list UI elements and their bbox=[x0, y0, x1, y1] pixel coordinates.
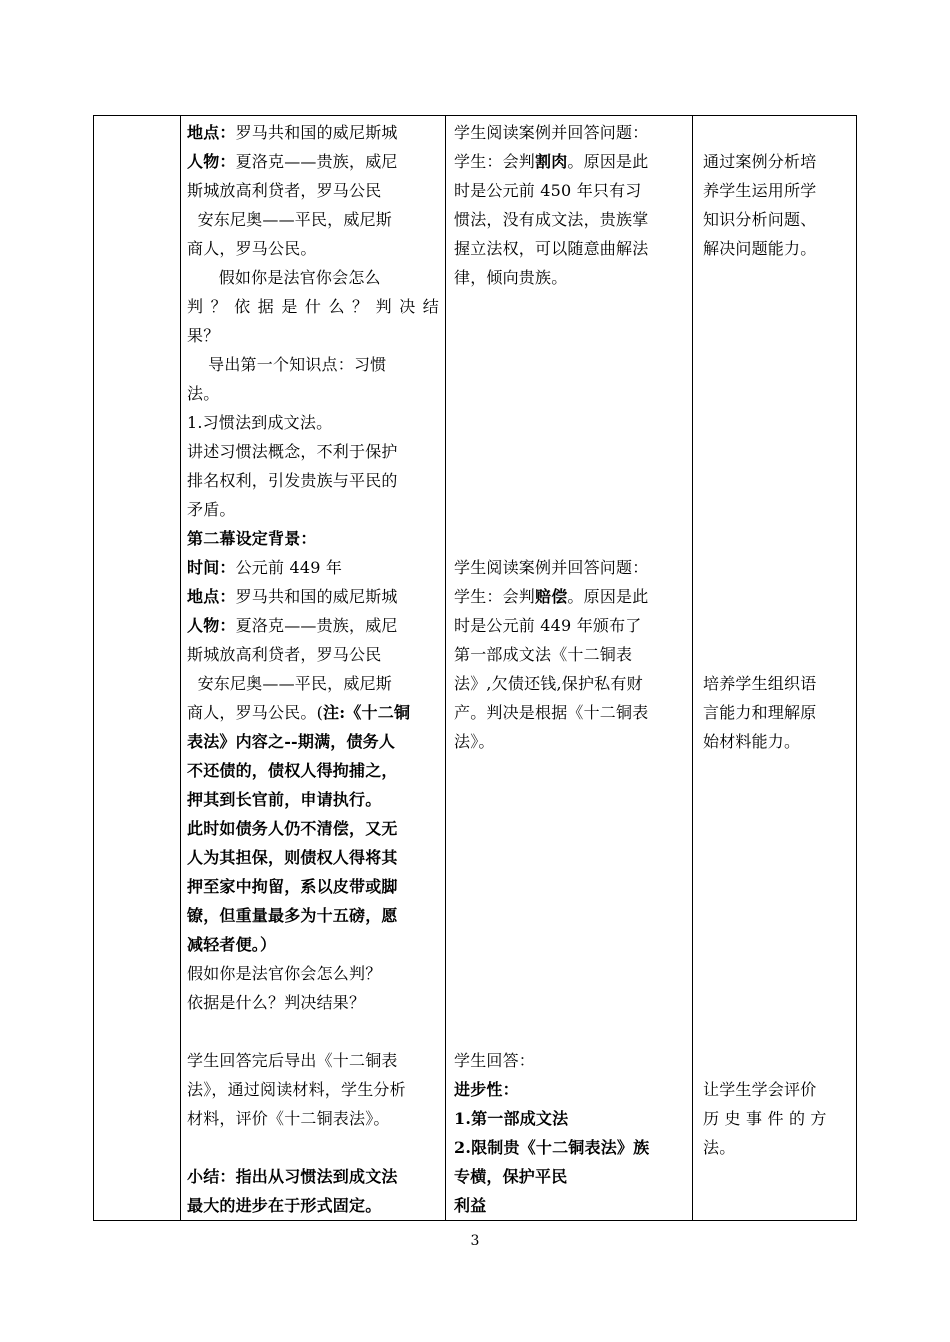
design-intent-cell bbox=[693, 116, 857, 1221]
s3-line-3: 1.第一部成文法 bbox=[454, 1109, 569, 1128]
s3-line-5: 专横，保护平民 bbox=[454, 1167, 568, 1186]
note-line-9: 减轻者便。） bbox=[187, 935, 277, 954]
spacer bbox=[187, 1133, 439, 1162]
teacher-activity-cell bbox=[181, 116, 446, 1221]
explain-line-3: 矛盾。 bbox=[187, 500, 236, 519]
scene2-people-4: 商人，罗马公民。(注:《十二铜 bbox=[187, 703, 411, 722]
s3-line-6: 利益 bbox=[454, 1196, 487, 1215]
scene3-line-1: 学生回答完后导出《十二铜表 bbox=[187, 1051, 398, 1070]
s2-line-1: 学生阅读案例并回答问题： bbox=[454, 558, 649, 577]
s1-line-1: 学生阅读案例并回答问题： bbox=[454, 123, 649, 142]
note-line-7: 押至家中拘留，系以皮带或脚 bbox=[187, 877, 398, 896]
summary-line-2: 最大的进步在于形式固定。 bbox=[187, 1196, 382, 1215]
knowledge-lead-2: 法。 bbox=[187, 384, 220, 403]
s2-line-7: 法》。 bbox=[454, 732, 495, 751]
lesson-plan-table bbox=[93, 115, 857, 1221]
spacer bbox=[187, 1017, 439, 1046]
scene1-question-2: 判？依据是什么？判决结 bbox=[187, 297, 439, 316]
scene2-people-2: 斯城放高利贷者，罗马公民 bbox=[187, 645, 382, 664]
knowledge-point-title: 1.习惯法到成文法。 bbox=[187, 413, 333, 432]
intent3-line-1: 让学生学会评价 bbox=[703, 1080, 817, 1099]
empty-cell bbox=[94, 116, 181, 1221]
intent1-line-2: 养学生运用所学 bbox=[703, 181, 817, 200]
s1-line-6: 律，倾向贵族。 bbox=[454, 268, 568, 287]
intent3-line-2: 历 史 事 件 的 方 bbox=[703, 1109, 827, 1128]
knowledge-lead-1: 导出第一个知识点：习惯 bbox=[187, 355, 387, 374]
explain-line-1: 讲述习惯法概念，不利于保护 bbox=[187, 442, 398, 461]
page-number: 3 bbox=[470, 1233, 480, 1249]
scene2-people-3: 安东尼奥——平民，威尼斯 bbox=[187, 674, 392, 693]
intent1-line-1: 通过案例分析培 bbox=[703, 152, 817, 171]
s1-line-3: 时是公元前 450 年只有习 bbox=[454, 181, 642, 200]
intent2-line-1: 培养学生组织语 bbox=[703, 674, 817, 693]
s2-line-6: 产。判决是根据《十二铜表 bbox=[454, 703, 649, 722]
table-row bbox=[94, 116, 857, 1221]
s1-line-5: 握立法权，可以随意曲解法 bbox=[454, 239, 649, 258]
scene2-place: 地点：罗马共和国的威尼斯城 bbox=[187, 587, 398, 606]
scene1-people-4: 商人，罗马公民。 bbox=[187, 239, 317, 258]
scene1-people-3: 安东尼奥——平民，威尼斯 bbox=[187, 210, 392, 229]
summary-line-1: 小结：指出从习惯法到成文法 bbox=[187, 1167, 398, 1186]
s1-line-4: 惯法，没有成文法，贵族掌 bbox=[454, 210, 649, 229]
scene2-heading: 第二幕设定背景： bbox=[187, 529, 317, 548]
scene3-line-2: 法》，通过阅读材料，学生分析 bbox=[187, 1080, 406, 1099]
explain-line-2: 排名权利，引发贵族与平民的 bbox=[187, 471, 398, 490]
s2-line-3: 时是公元前 449 年颁布了 bbox=[454, 616, 642, 635]
scene2-time: 时间：公元前 449 年 bbox=[187, 558, 343, 577]
scene2-question-2: 依据是什么？判决结果？ bbox=[187, 993, 366, 1012]
intent1-line-3: 知识分析问题、 bbox=[703, 210, 817, 229]
scene2-people-1: 人物：夏洛克——贵族，威尼 bbox=[187, 616, 398, 635]
scene2-question-1: 假如你是法官你会怎么判？ bbox=[187, 964, 382, 983]
s1-line-2: 学生：会判割肉。原因是此 bbox=[454, 152, 649, 171]
note-line-5: 此时如债务人仍不清偿，又无 bbox=[187, 819, 398, 838]
scene1-question-3: 果？ bbox=[187, 326, 220, 345]
intent2-line-2: 言能力和理解原 bbox=[703, 703, 817, 722]
note-line-6: 人为其担保，则债权人得将其 bbox=[187, 848, 398, 867]
s2-line-2: 学生：会判赔偿。原因是此 bbox=[454, 587, 649, 606]
s3-line-4: 2.限制贵《十二铜表法》族 bbox=[454, 1138, 650, 1157]
scene1-place: 地点：罗马共和国的威尼斯城 bbox=[187, 123, 398, 142]
note-line-2: 表法》内容之--期满，债务人 bbox=[187, 732, 396, 751]
intent1-line-4: 解决问题能力。 bbox=[703, 239, 817, 258]
scene1-people-1: 人物：夏洛克——贵族，威尼 bbox=[187, 152, 398, 171]
intent3-line-3: 法。 bbox=[703, 1138, 736, 1157]
s3-line-2: 进步性： bbox=[454, 1080, 519, 1099]
note-line-8: 镣，但重量最多为十五磅，愿 bbox=[187, 906, 398, 925]
s3-line-1: 学生回答： bbox=[454, 1051, 536, 1070]
scene1-people-2: 斯城放高利贷者，罗马公民 bbox=[187, 181, 382, 200]
intent2-line-3: 始材料能力。 bbox=[703, 732, 801, 751]
scene1-question-1: 假如你是法官你会怎么 bbox=[187, 268, 381, 287]
student-activity-cell bbox=[446, 116, 693, 1221]
note-line-3: 不还债的，债权人得拘捕之， bbox=[187, 761, 398, 780]
scene3-line-3: 材料，评价《十二铜表法》。 bbox=[187, 1109, 390, 1128]
s2-line-5: 法》,欠债还钱,保护私有财 bbox=[454, 674, 643, 693]
s2-line-4: 第一部成文法《十二铜表 bbox=[454, 645, 633, 664]
note-line-4: 押其到长官前，申请执行。 bbox=[187, 790, 382, 809]
